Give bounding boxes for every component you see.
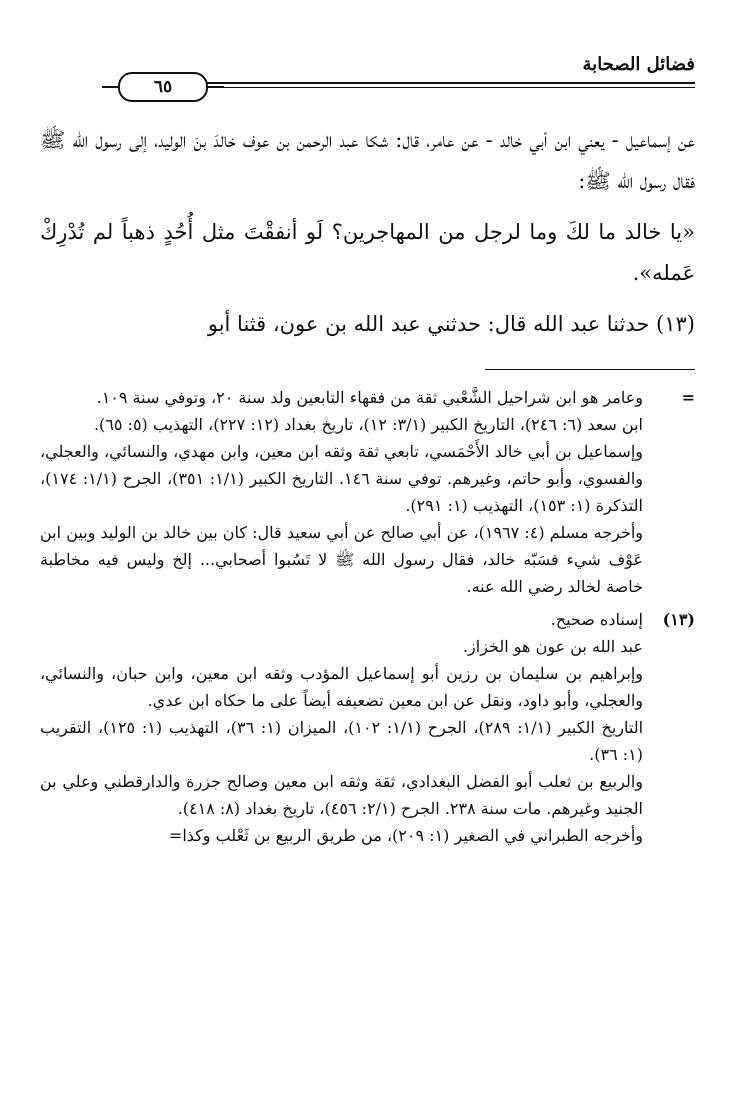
footnote-line: والربيع بن ثعلب أبو الفضل البغدادي، ثقة وثقه ابن معين وصالح جزرة والدارقطني وعلي بن الجنيد وغيرهم. مات سنة ٢٣٨. الجرح (٢/١: ٤٥٦)، تاريخ بغداد (٨: ٤١٨). — [40, 772, 643, 818]
page-number: ٦٥ — [118, 72, 208, 102]
footnote-marker: (١٣) — [662, 610, 695, 629]
main-paragraph-hadith: «يا خالد ما لكَ وما لرجل من المهاجرين؟ لَو أنفقْتَ مثل أُحُدٍ ذهباً لم تُدْرِكْ عَمله». — [40, 220, 695, 285]
footnote-line: وإبراهيم بن سليمان بن رزين أبو إسماعيل المؤدب وثقه ابن معين، وابن حبان، والنسائي، والعجلي، وأبو داود، ونقل عن ابن معين تضعيفه أيضاً على ما حكاه ابن عدي. — [40, 664, 643, 710]
footnote-continued — [40, 384, 695, 600]
footnote-line: وإسماعيل بن أبي خالد الأَحْمَسي، تابعي ثقة وثقه ابن معين، وابن مهدي، والنسائي، والعجلي، والفسوي، وأبو حاتم، وغيرهم. توفي سنة ١٤٦. التاريخ الكبير (١/١: ٣٥١)، الجرح (١/١: ١٧٤)، التذكرة (١: ١٥٣)، التهذيب (١: ٢٩١). — [40, 442, 644, 515]
footnote-13 — [40, 606, 695, 849]
running-header — [40, 48, 695, 100]
main-paragraph-isnad: (١٣) حدثنا عبد الله قال: حدثني عبد الله بن عون، قثنا أبو — [207, 312, 695, 336]
footnote-line: ابن سعد (٦: ٢٤٦)، التاريخ الكبير (٣/١: ١٢)، تاريخ بغداد (١٢: ٢٢٧)، التهذيب (٥: ٦٥). — [93, 415, 643, 434]
footnote-line: إسناده صحيح. — [550, 610, 643, 629]
footnote-divider — [485, 369, 695, 370]
footnote-line: وعامر هو ابن شراحيل الشَّعْبي ثقة من فقهاء التابعين ولد سنة ٢٠، وتوفي سنة ١٠٩. — [96, 388, 643, 407]
footnote-line: التاريخ الكبير (١/١: ٢٨٩)، الجرح (١/١: ١٠٢)، الميزان (١: ٣٦)، التهذيب (١: ١٢٥)، التقريب (١: ٣٦). — [40, 718, 644, 764]
footnote-line: عبد الله بن عون هو الخزاز. — [462, 637, 643, 656]
footnotes — [40, 384, 695, 849]
footnote-marker: = — [681, 388, 695, 407]
main-paragraph-narration: عن إسماعيل - يعني ابن أبي خالد - عن عامر، قال: شكا عبد الرحمن بن عوف خالدَ بنَ الوليد، إلى رسول الله ﷺ فقال رسول الله ﷺ: — [40, 128, 695, 193]
footnote-line: وأخرجه مسلم (٤: ١٩٦٧)، عن أبي صالح عن أبي سعيد قال: كان بين خالد بن الوليد وبين ابن عَوْف شيء فسَبّه خالد، فقال رسول الله ﷺ لا تَسُبوا أصحابي... إلخ وليس فيه مخاطبة خاصة لخالد رضي الله عنه. — [40, 523, 644, 596]
running-title: فضائل الصحابة — [582, 54, 695, 75]
header-rule-thick — [160, 82, 695, 84]
footnote-line: وأخرجه الطبراني في الصغير (١: ٢٠٩)، من طريق الربيع بن ثَعْلب وكذا= — [168, 826, 643, 845]
main-text — [40, 120, 695, 345]
header-rule-thin — [160, 87, 695, 88]
book-page — [40, 48, 695, 1070]
